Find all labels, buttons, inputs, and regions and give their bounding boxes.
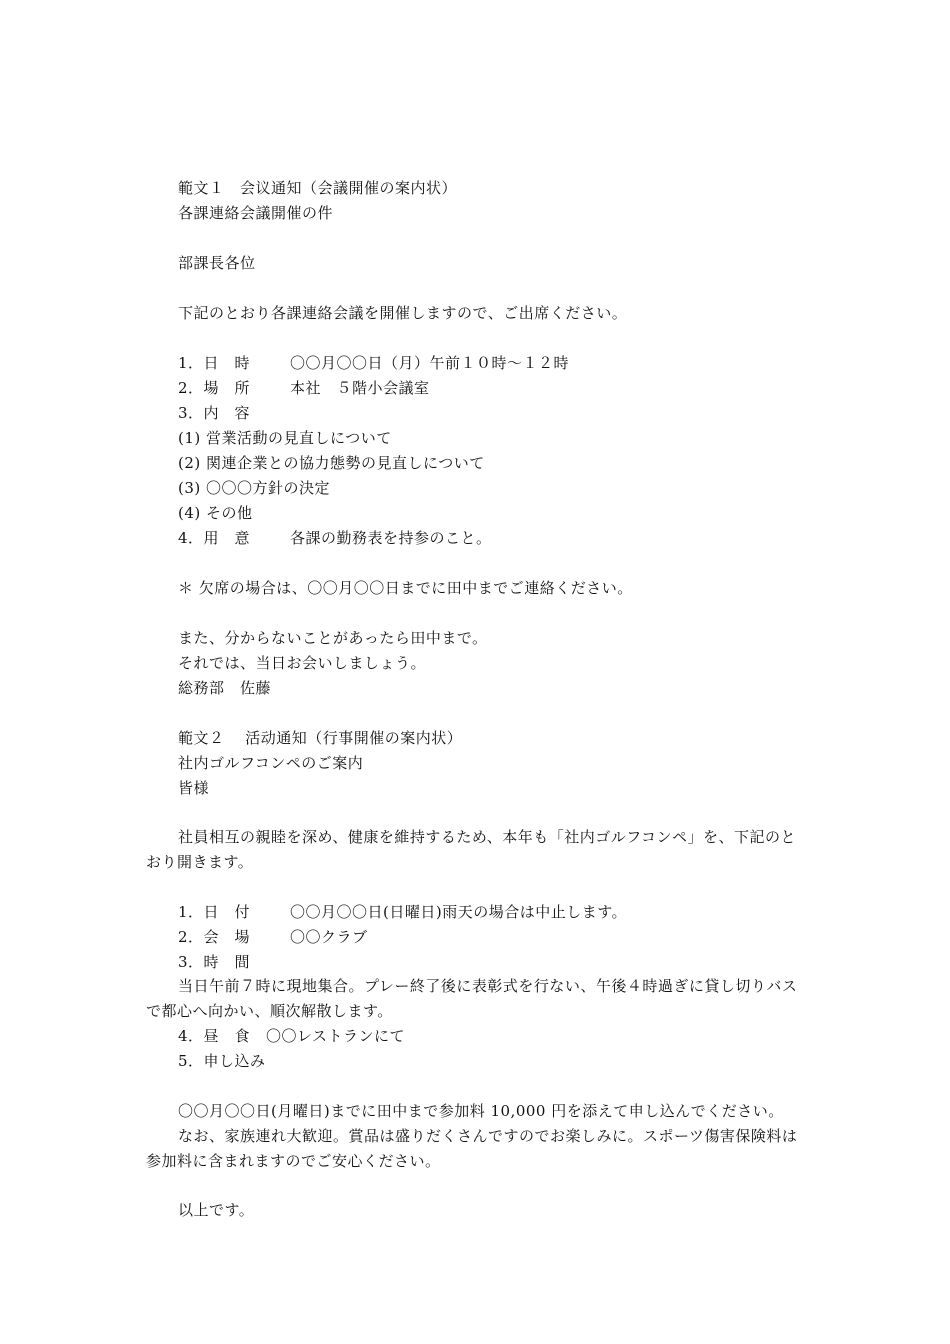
sample1-sender: 総務部 佐藤 <box>178 679 272 697</box>
sample1-closing-2: それでは、当日お会いしましょう。 <box>178 654 427 672</box>
item-value: 〇〇レストランにて <box>266 1027 406 1045</box>
sample1-subitem-2: (2) 関連企業との協力態勢の見直しについて <box>178 454 485 472</box>
sample2-item-5 <box>178 1051 266 1071</box>
sample1-closing-1: また、分からないことがあったら田中まで。 <box>178 629 488 647</box>
sample1-subitem-3: (3) 〇〇〇方針の決定 <box>178 479 331 497</box>
sample2-schedule: 当日午前７時に現地集合。プレー終了後に表彰式を行ない、午後４時過ぎに貸し切りバスで都心へ向かい、順次解散します。 <box>146 977 798 1020</box>
item-label: 1．日 付 <box>178 903 251 921</box>
sample1-subitem-4: (4) その他 <box>178 504 253 522</box>
sample1-item-3 <box>178 403 290 423</box>
item-label: 1．日 時 <box>178 354 251 372</box>
sample1-title: 各課連絡会議開催の件 <box>178 204 334 222</box>
item-value: 〇〇月〇〇日（月）午前１０時～１２時 <box>290 354 570 372</box>
sample2-item-1 <box>178 902 627 922</box>
item-label: 2．会 場 <box>178 928 251 946</box>
sample2-heading: 範文２ 活动通知（行事開催の案内状） <box>178 729 463 747</box>
sample2-application: 〇〇月〇〇日(月曜日)までに田中まで参加料 10,000 円を添えて申し込んでください。 <box>178 1102 784 1120</box>
sample2-item-2 <box>178 927 368 947</box>
sample2-addressee: 皆様 <box>178 779 210 797</box>
sample2-family-note: なお、家族連れ大歓迎。賞品は盛りだくさんですのでお楽しみに。スポーツ傷害保険料は参加料に含まれますのでご安心ください。 <box>146 1127 798 1170</box>
sample2-intro: 社員相互の親睦を深め、健康を維持するため、本年も「社内ゴルフコンペ」を、下記のとおり開きます。 <box>146 828 797 871</box>
sample2-item-4 <box>178 1026 405 1046</box>
item-value: 〇〇クラブ <box>290 928 368 946</box>
sample1-note: ＊ 欠席の場合は、〇〇月〇〇日までに田中までご連絡ください。 <box>178 579 633 597</box>
sample1-item-1 <box>178 353 569 373</box>
sample1-item-2 <box>178 378 430 398</box>
item-value: 〇〇月〇〇日(日曜日)雨天の場合は中止します。 <box>290 903 628 921</box>
sample1-item-4 <box>178 528 492 548</box>
item-label: 4．昼 食 <box>178 1027 251 1045</box>
item-label: 4．用 意 <box>178 529 251 547</box>
item-value: 本社 ５階小会議室 <box>290 379 430 397</box>
sample2-title: 社内ゴルフコンペのご案内 <box>178 754 364 772</box>
sample2-item-3 <box>178 952 290 972</box>
sample1-addressee: 部課長各位 <box>178 254 256 272</box>
item-label: 3．時 間 <box>178 953 251 971</box>
sample1-heading: 範文１ 会议通知（会議開催の案内状） <box>178 179 458 197</box>
item-label: 2．場 所 <box>178 379 251 397</box>
item-label: 5．申し込み <box>178 1052 266 1070</box>
sample2-end: 以上です。 <box>178 1201 255 1219</box>
sample1-intro: 下記のとおり各課連絡会議を開催しますので、ご出席ください。 <box>178 304 628 322</box>
item-label: 3．内 容 <box>178 404 251 422</box>
item-value: 各課の勤務表を持参のこと。 <box>290 529 492 547</box>
sample1-subitem-1: (1) 営業活動の見直しについて <box>178 429 392 447</box>
